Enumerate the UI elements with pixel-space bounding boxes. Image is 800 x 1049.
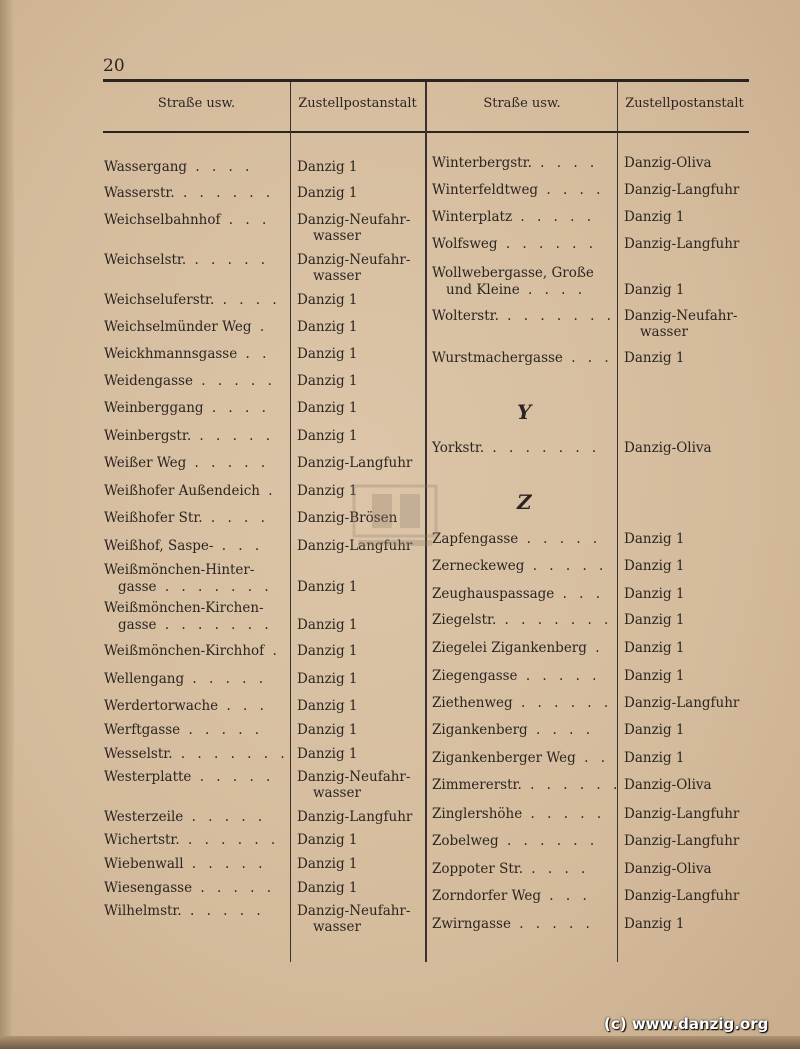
leader-dots: . . . xyxy=(541,888,591,904)
post-office xyxy=(297,159,358,175)
post-office xyxy=(297,346,358,362)
street-entry xyxy=(104,600,273,634)
street-name: Wolterstr. xyxy=(432,308,499,324)
header-post-left: Zustellpostanstalt xyxy=(298,96,417,111)
post-office xyxy=(624,750,685,766)
post-office-line: Danzig-Langfuhr xyxy=(624,182,740,198)
post-office-line: Danzig 1 xyxy=(297,579,358,595)
street-name: Wasserstr. xyxy=(104,185,175,201)
post-office-line: Danzig-Langfuhr xyxy=(297,809,413,825)
post-office xyxy=(297,428,358,444)
post-office xyxy=(297,671,358,687)
street-entry xyxy=(432,806,605,823)
street-name: Wellengang xyxy=(104,671,185,687)
leader-dots: . xyxy=(251,319,269,335)
watermark-text: (c) www.danzig.org xyxy=(604,1015,769,1033)
street-entry xyxy=(104,159,253,176)
post-office-line: Danzig 1 xyxy=(297,746,358,762)
post-office-line: Danzig-Oliva xyxy=(624,440,712,456)
street-entry xyxy=(432,209,595,226)
post-office xyxy=(297,617,358,633)
street-name: Westerplatte xyxy=(104,769,192,785)
post-office-line: Danzig-Langfuhr xyxy=(624,806,740,822)
post-office xyxy=(297,698,358,714)
leader-dots: . . . . . xyxy=(517,668,601,684)
leader-dots: . . . . . xyxy=(180,722,264,738)
street-name: Weißhofer Außendeich xyxy=(104,483,261,499)
post-office xyxy=(297,903,410,935)
street-name: Zeughauspassage xyxy=(432,586,555,602)
post-office xyxy=(624,668,685,684)
leader-dots: . . . . . . xyxy=(179,832,280,848)
leader-dots: . . . . xyxy=(527,722,595,738)
post-office-line: Danzig-Langfuhr xyxy=(624,236,740,252)
post-office-line: Danzig 1 xyxy=(624,282,685,298)
street-entry xyxy=(104,769,274,786)
street-entry xyxy=(104,903,265,920)
post-office xyxy=(624,282,685,298)
street-name: Zerneckeweg xyxy=(432,558,525,574)
street-name: Wilhelmstr. xyxy=(104,903,182,919)
post-office xyxy=(624,558,685,574)
street-entry xyxy=(104,428,274,445)
post-office xyxy=(624,612,685,628)
street-entry xyxy=(432,777,621,794)
post-office-line: Danzig-Neufahr- xyxy=(297,769,411,785)
post-office-line: Danzig 1 xyxy=(297,483,358,499)
leader-dots: . . . . . xyxy=(186,455,270,471)
street-name: Wiesengasse xyxy=(104,880,193,896)
leader-dots: . . . . . . . xyxy=(156,617,273,633)
post-office-line: Danzig 1 xyxy=(297,643,358,659)
post-office xyxy=(297,373,358,389)
leader-dots: . . . . . xyxy=(183,809,267,825)
post-office-line: Danzig-Oliva xyxy=(624,861,712,877)
post-office xyxy=(297,769,410,801)
post-office-line: Danzig-Brösen xyxy=(297,510,398,526)
leader-dots: . . . . xyxy=(531,155,599,171)
street-name: Weißhof, Saspe- xyxy=(104,538,214,554)
post-office xyxy=(624,586,685,602)
leader-dots: . . . . xyxy=(202,510,269,526)
post-office-line: Danzig-Oliva xyxy=(624,155,712,171)
street-entry xyxy=(432,155,598,172)
leader-dots: . . . . xyxy=(187,159,254,175)
leader-dots: . . . . . xyxy=(522,806,606,822)
street-entry xyxy=(432,750,609,767)
leader-dots: . . . . . xyxy=(191,769,275,785)
post-office xyxy=(624,236,739,252)
column-divider xyxy=(617,82,618,962)
leader-dots: . . . . . . . xyxy=(498,308,615,324)
post-office-line: Danzig 1 xyxy=(624,612,685,628)
leader-dots: . . . . xyxy=(523,861,590,877)
street-entry xyxy=(432,833,598,850)
post-office-line: Danzig 1 xyxy=(624,722,685,738)
street-entry xyxy=(432,695,612,712)
street-entry xyxy=(104,346,270,363)
street-name: Weißhofer Str. xyxy=(104,510,203,526)
street-name: Ziegelei Zigankenberg xyxy=(432,640,587,656)
post-office xyxy=(624,806,739,822)
section-letter: Y xyxy=(517,400,532,424)
leader-dots: . . . . . . xyxy=(521,777,622,793)
page-binding-edge xyxy=(0,0,14,1049)
post-office xyxy=(297,455,412,471)
street-entry xyxy=(104,400,270,417)
street-name: Wassergang xyxy=(104,159,188,175)
street-entry xyxy=(432,640,604,657)
post-office-line: wasser xyxy=(313,228,361,244)
street-entry xyxy=(432,265,594,299)
post-office xyxy=(624,531,685,547)
leader-dots: . . . xyxy=(213,538,264,554)
street-name: Weichselmünder Weg xyxy=(104,319,252,335)
leader-dots: . . . xyxy=(562,350,613,366)
street-entry xyxy=(104,483,277,500)
post-office-line: Danzig 1 xyxy=(297,428,358,444)
street-name: Weißer Weg xyxy=(104,455,187,471)
post-office-line: Danzig-Neufahr- xyxy=(297,903,411,919)
leader-dots: . . . . . xyxy=(518,531,602,547)
street-name: Ziegelstr. xyxy=(432,612,497,628)
post-office-line: Danzig 1 xyxy=(624,558,685,574)
leader-dots: . . . . xyxy=(214,292,281,308)
post-office-line: Danzig 1 xyxy=(297,671,358,687)
post-office xyxy=(297,212,410,244)
street-name-continued: gasse xyxy=(118,617,157,633)
post-office xyxy=(624,308,737,340)
post-office-line: wasser xyxy=(640,324,688,340)
street-entry xyxy=(432,308,615,325)
post-office-line: Danzig 1 xyxy=(297,856,358,872)
post-office-line: Danzig 1 xyxy=(297,400,358,416)
street-name: Weißmönchen-Hinter- xyxy=(104,562,255,578)
street-name: Wolfsweg xyxy=(432,236,498,252)
post-office-line: Danzig 1 xyxy=(297,319,358,335)
post-office xyxy=(297,643,358,659)
street-name: Wurstmachergasse xyxy=(432,350,563,366)
street-name: Zimmererstr. xyxy=(432,777,522,793)
post-office-line: Danzig-Langfuhr xyxy=(624,695,740,711)
post-office-line: Danzig 1 xyxy=(624,916,685,932)
leader-dots: . . . . . . . xyxy=(172,746,289,762)
street-name: Zobelweg xyxy=(432,833,499,849)
street-name: Wiebenwall xyxy=(104,856,184,872)
street-name: Weichseluferstr. xyxy=(104,292,215,308)
street-entry xyxy=(104,832,279,849)
post-office xyxy=(297,809,412,825)
page-number: 20 xyxy=(103,56,125,76)
leader-dots: . . . . . . xyxy=(498,833,599,849)
leader-dots: . . . . . xyxy=(192,880,276,896)
post-office-line: Danzig-Langfuhr xyxy=(624,833,740,849)
street-entry xyxy=(432,888,591,905)
street-entry xyxy=(104,292,281,309)
street-name: Zorndorfer Weg xyxy=(432,888,542,904)
post-office xyxy=(624,640,685,656)
street-name: Winterfeldtweg xyxy=(432,182,539,198)
leader-dots: . . . . . xyxy=(184,671,268,687)
post-office-line: Danzig 1 xyxy=(297,880,358,896)
leader-dots: . . . . . xyxy=(191,428,275,444)
street-entry xyxy=(104,746,289,763)
street-name: Winterbergstr. xyxy=(432,155,532,171)
post-office xyxy=(624,722,685,738)
street-name: Yorkstr. xyxy=(432,440,485,456)
street-name: Weinbergstr. xyxy=(104,428,192,444)
post-office xyxy=(624,916,685,932)
leader-dots: . . . . . xyxy=(510,916,594,932)
street-entry xyxy=(432,531,601,548)
street-entry xyxy=(104,562,273,596)
leader-dots: . . . . . . xyxy=(497,236,598,252)
post-office xyxy=(297,746,358,762)
street-entry xyxy=(104,373,276,390)
street-name: Weichselbahnhof xyxy=(104,212,221,228)
post-office-line: Danzig-Langfuhr xyxy=(297,455,413,471)
post-office-line: Danzig 1 xyxy=(297,373,358,389)
post-office xyxy=(297,292,358,308)
section-letter: Z xyxy=(517,490,532,514)
post-office xyxy=(297,722,358,738)
street-name: Werdertorwache xyxy=(104,698,219,714)
post-office xyxy=(624,209,685,225)
post-office-line: wasser xyxy=(313,785,361,801)
leader-dots: . xyxy=(260,483,277,499)
street-entry xyxy=(432,182,604,199)
leader-dots: . . . . . xyxy=(181,903,265,919)
header-post-right: Zustellpostanstalt xyxy=(625,96,744,111)
leader-dots: . . . . . . . xyxy=(496,612,613,628)
post-office xyxy=(624,888,739,904)
post-office xyxy=(624,833,739,849)
post-office-line: Danzig-Neufahr- xyxy=(297,252,411,268)
post-office xyxy=(624,182,739,198)
post-office-line: Danzig 1 xyxy=(624,750,685,766)
street-entry xyxy=(432,586,604,603)
street-entry xyxy=(104,671,267,688)
post-office-line: Danzig-Langfuhr xyxy=(297,538,413,554)
leader-dots: . . . xyxy=(554,586,605,602)
leader-dots: . . . xyxy=(220,212,271,228)
street-name-continued: und Kleine xyxy=(446,282,520,298)
street-name: Wichertstr. xyxy=(104,832,180,848)
street-entry xyxy=(432,668,600,685)
leader-dots: . . xyxy=(575,750,609,766)
street-name: Weißmönchen-Kirchen- xyxy=(104,600,264,616)
street-entry xyxy=(104,538,263,555)
street-name: Zinglershöhe xyxy=(432,806,523,822)
street-name: Westerzeile xyxy=(104,809,184,825)
leader-dots: . . . . xyxy=(203,400,270,416)
street-name: Ziethenweg xyxy=(432,695,513,711)
street-name: Wesselstr. xyxy=(104,746,173,762)
street-entry xyxy=(104,809,266,826)
leader-dots: . . . . . xyxy=(192,373,276,389)
header-street-left: Straße usw. xyxy=(157,96,236,111)
library-stamp-watermark xyxy=(352,484,438,550)
post-office xyxy=(297,483,358,499)
street-entry xyxy=(432,440,600,457)
street-name-continued: gasse xyxy=(118,579,157,595)
post-office xyxy=(624,861,712,877)
post-office xyxy=(624,695,739,711)
post-office-line: Danzig 1 xyxy=(624,209,685,225)
header-street-right: Straße usw. xyxy=(483,96,561,111)
street-name: Weißmönchen-Kirchhof xyxy=(104,643,265,659)
post-office xyxy=(624,440,712,456)
street-entry xyxy=(432,350,613,367)
post-office-line: wasser xyxy=(313,268,361,284)
leader-dots: . . . . . xyxy=(183,856,267,872)
street-entry xyxy=(104,185,274,202)
post-office-line: Danzig 1 xyxy=(297,698,358,714)
leader-dots: . . . . . xyxy=(512,209,595,225)
street-entry xyxy=(104,212,270,229)
leader-dots: . . . . . . . xyxy=(484,440,601,456)
street-entry xyxy=(432,236,597,253)
post-office-line: Danzig-Neufahr- xyxy=(297,212,411,228)
column-divider xyxy=(290,82,291,962)
street-name: Weidengasse xyxy=(104,373,193,389)
leader-dots: . . . . . xyxy=(186,252,270,268)
leader-dots: . . . . xyxy=(519,282,587,298)
leader-dots: . xyxy=(264,643,281,659)
street-name: Zigankenberger Weg xyxy=(432,750,576,766)
post-office xyxy=(624,777,712,793)
post-office-line: Danzig 1 xyxy=(624,586,685,602)
post-office-line: Danzig 1 xyxy=(297,159,358,175)
street-name: Ziegengasse xyxy=(432,668,518,684)
post-office-line: Danzig 1 xyxy=(297,617,358,633)
street-name: Weinberggang xyxy=(104,400,204,416)
leader-dots: . . . xyxy=(218,698,268,714)
leader-dots: . . . . . . . xyxy=(156,579,273,595)
post-office-line: Danzig 1 xyxy=(624,350,685,366)
post-office xyxy=(297,400,358,416)
street-entry xyxy=(104,643,281,660)
street-name: Zwirngasse xyxy=(432,916,511,932)
post-office-line: Danzig 1 xyxy=(297,832,358,848)
street-entry xyxy=(104,856,266,873)
leader-dots: . . . . xyxy=(538,182,605,198)
post-office-line: wasser xyxy=(313,919,361,935)
street-entry xyxy=(104,510,269,527)
street-entry xyxy=(104,698,268,715)
post-office xyxy=(624,350,685,366)
post-office xyxy=(297,579,358,595)
post-office-line: Danzig 1 xyxy=(297,292,358,308)
street-name: Weickhmannsgasse xyxy=(104,346,238,362)
post-office-line: Danzig 1 xyxy=(297,722,358,738)
post-office-line: Danzig 1 xyxy=(624,531,685,547)
leader-dots: . . . . . xyxy=(524,558,608,574)
post-office xyxy=(297,880,358,896)
post-office-line: Danzig 1 xyxy=(297,185,358,201)
street-entry xyxy=(104,722,263,739)
street-name: Winterplatz xyxy=(432,209,513,225)
street-name: Werftgasse xyxy=(104,722,181,738)
post-office-line: Danzig 1 xyxy=(624,668,685,684)
page-bottom-edge xyxy=(0,1036,800,1049)
post-office-line: Danzig-Langfuhr xyxy=(624,888,740,904)
post-office xyxy=(297,856,358,872)
post-office xyxy=(624,155,712,171)
leader-dots: . xyxy=(586,640,604,656)
street-entry xyxy=(104,455,269,472)
post-office xyxy=(297,319,358,335)
leader-dots: . . xyxy=(237,346,271,362)
post-office xyxy=(297,832,358,848)
street-name: Zapfengasse xyxy=(432,531,519,547)
street-entry xyxy=(104,880,275,897)
street-entry xyxy=(432,612,612,629)
post-office xyxy=(297,252,410,284)
street-name: Zoppoter Str. xyxy=(432,861,524,877)
street-entry xyxy=(432,861,589,878)
street-name: Wollwebergasse, Große xyxy=(432,265,594,281)
post-office-line: Danzig 1 xyxy=(624,640,685,656)
street-entry xyxy=(432,558,607,575)
street-entry xyxy=(432,722,594,739)
street-entry xyxy=(432,916,594,933)
street-name: Weichselstr. xyxy=(104,252,187,268)
post-office-line: Danzig 1 xyxy=(297,346,358,362)
street-name: Zigankenberg xyxy=(432,722,528,738)
leader-dots: . . . . . . xyxy=(512,695,613,711)
post-office-line: Danzig-Oliva xyxy=(624,777,712,793)
leader-dots: . . . . . . xyxy=(174,185,275,201)
post-office-line: Danzig-Neufahr- xyxy=(624,308,738,324)
street-entry xyxy=(104,319,268,336)
street-entry xyxy=(104,252,269,269)
post-office xyxy=(297,185,358,201)
